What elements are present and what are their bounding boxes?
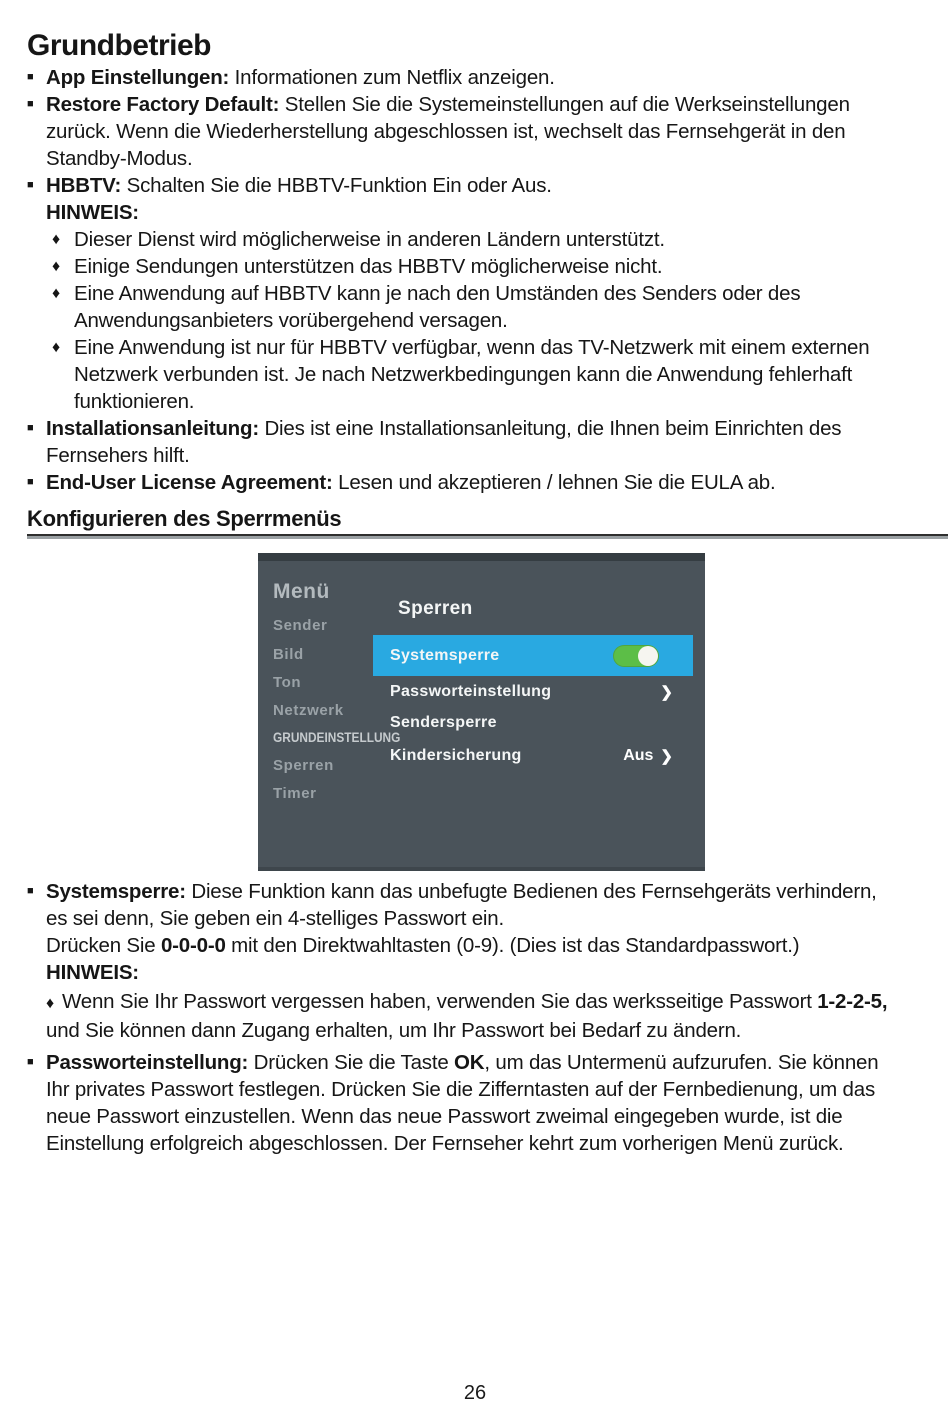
bullet-item-passworteinstellung [27, 1049, 903, 1157]
systemsperre-description [46, 878, 903, 932]
tv-sidebar-item-ton: Ton [273, 674, 302, 691]
bullet-paragraph [46, 469, 903, 496]
bullet-item-systemsperre [27, 878, 903, 1044]
note-text: Eine Anwendung auf HBBTV kann je nach den Umständen des Senders oder des Anwendungsanbieters vorübergehend versagen. [74, 282, 801, 332]
row-value-text: Aus [623, 747, 654, 764]
note-item [52, 334, 903, 415]
bullet-label: HBBTV: [46, 174, 122, 197]
bullet-label: Installationsanleitung: [46, 417, 259, 440]
bullet-item-app-einstellungen [27, 64, 903, 91]
toggle-on-switch-icon [613, 645, 659, 667]
tv-row-systemsperre [373, 635, 693, 676]
tv-panel-title: Sperren [398, 598, 473, 619]
bullet-item-eula [27, 469, 903, 496]
bullet-item-installationsanleitung [27, 415, 903, 469]
text-run: , um das Untermenü aufzurufen. Sie können Ihr privates Passwort festlegen. Drücken Sie die Zifferntasten auf der Fernbedienung, um das neue Passwort einzustellen. Wenn das neue Passwort zweimal eingegeben wurde, ist die Einstellung erfolgreich abgeschlossen. Der Fernseher kehrt zum vorherigen Menü zurück. [46, 1051, 879, 1155]
note-item [52, 226, 903, 253]
bullet-item-hbbtv [27, 172, 903, 199]
diamond-bullet-icon: ♦ [52, 285, 60, 302]
tv-sidebar-item-sender: Sender [273, 617, 328, 634]
bullet-paragraph [46, 878, 903, 1044]
bullet-label: Restore Factory Default: [46, 93, 280, 116]
bullet-label: Systemsperre: [46, 880, 186, 903]
default-password-line [46, 932, 903, 959]
chevron-right-icon: ❯ [660, 684, 673, 701]
square-bullet-icon: ■ [27, 1056, 34, 1068]
square-bullet-icon: ■ [27, 422, 34, 434]
tv-row-value [623, 747, 673, 765]
square-bullet-icon: ■ [27, 476, 34, 488]
note-item [46, 988, 903, 1044]
tv-row-label: Passworteinstellung [390, 683, 552, 700]
tv-sidebar-item-bild: Bild [273, 646, 304, 663]
tv-row-label: Systemsperre [390, 646, 500, 664]
master-password-value: 1-2-2-5, [817, 990, 888, 1013]
text-run: Drücken Sie [46, 934, 161, 957]
tv-sidebar-item-grundeinstellung: GRUNDEINSTELLUNG [273, 730, 401, 745]
diamond-bullet-icon: ♦ [52, 231, 60, 248]
bullet-paragraph [46, 64, 903, 91]
tv-screen-bottom-edge [258, 867, 705, 871]
text-run: Wenn Sie Ihr Passwort vergessen haben, verwenden Sie das werksseitige Passwort [61, 990, 818, 1013]
note-text: Eine Anwendung ist nur für HBBTV verfügbar, wenn das TV-Netzwerk mit einem externen Netzwerk verbunden ist. Je nach Netzwerkbedingungen kann die Anwendung fehlerhaft funktionieren. [74, 336, 870, 413]
text-run: und Sie können dann Zugang erhalten, um Ihr Passwort bei Bedarf zu ändern. [46, 1019, 742, 1042]
page-number: 26 [463, 1382, 487, 1404]
note-item [52, 253, 903, 280]
section-heading-block [27, 505, 948, 539]
text-run: mit den Direktwahltasten (0-9). (Dies ist das Standardpasswort.) [225, 934, 800, 957]
upper-text-block [27, 64, 903, 496]
default-password-value: 0-0-0-0 [160, 934, 226, 957]
bullet-item-restore-factory-default [27, 91, 903, 172]
square-bullet-icon: ■ [27, 885, 34, 897]
tv-sidebar-item-sperren: Sperren [273, 757, 334, 774]
tv-sidebar-item-timer: Timer [273, 785, 317, 802]
heading-rule [27, 534, 948, 539]
bullet-paragraph [46, 1049, 903, 1157]
diamond-bullet-icon: ♦ [52, 258, 60, 275]
bullet-text: Schalten Sie die HBBTV-Funktion Ein oder Aus. [121, 174, 552, 197]
square-bullet-icon: ■ [27, 71, 34, 83]
page-title: Grundbetrieb [27, 29, 212, 63]
hinweis-heading: HINWEIS: [46, 961, 139, 984]
ok-key-label: OK [454, 1051, 485, 1074]
note-text: Einige Sendungen unterstützen das HBBTV möglicherweise nicht. [74, 255, 663, 278]
toggle-knob [638, 646, 658, 666]
bullet-paragraph [46, 172, 903, 199]
note-text: Dieser Dienst wird möglicherweise in anderen Ländern unterstützt. [74, 228, 665, 251]
bullet-label: End-User License Agreement: [46, 471, 333, 494]
bullet-label: App Einstellungen: [46, 66, 230, 89]
tv-row-label: Sendersperre [390, 714, 497, 731]
tv-menu-screenshot [258, 553, 705, 871]
tv-row-passworteinstellung [373, 677, 693, 707]
tv-row-sendersperre [373, 708, 693, 738]
bullet-label: Passworteinstellung: [46, 1051, 249, 1074]
bullet-text: Dies ist eine Installationsanleitung, die Ihnen beim Einrichten des Fernsehers hilft. [46, 417, 842, 467]
diamond-bullet-icon: ♦ [46, 995, 54, 1012]
bullet-paragraph [46, 415, 903, 469]
bullet-text: Informationen zum Netflix anzeigen. [229, 66, 555, 89]
tv-screen-top-edge [258, 553, 705, 561]
note-item [52, 280, 903, 334]
bullet-text: Lesen und akzeptieren / lehnen Sie die EULA ab. [332, 471, 776, 494]
diamond-bullet-icon: ♦ [52, 339, 60, 356]
hinweis-heading: HINWEIS: [46, 201, 139, 224]
tv-row-label: Kindersicherung [390, 747, 522, 764]
tv-sidebar-item-netzwerk: Netzwerk [273, 702, 344, 719]
lower-text-block [27, 878, 903, 1157]
chevron-right-icon: ❯ [660, 748, 673, 765]
bullet-text: Diese Funktion kann das unbefugte Bedienen des Fernsehgeräts verhindern, es sei denn, Sie geben ein 4-stelliges Passwort ein. [46, 880, 877, 930]
tv-menu-title: Menü [273, 580, 330, 603]
square-bullet-icon: ■ [27, 179, 34, 191]
square-bullet-icon: ■ [27, 98, 34, 110]
section-heading: Konfigurieren des Sperrmenüs [27, 506, 342, 531]
bullet-text: Stellen Sie die Systemeinstellungen auf die Werkseinstellungen zurück. Wenn die Wiederherstellung abgeschlossen ist, wechselt das Fernsehgerät in den Standby-Modus. [46, 93, 850, 170]
text-run: Drücken Sie die Taste [248, 1051, 455, 1074]
tv-row-kindersicherung [373, 741, 693, 771]
bullet-paragraph [46, 91, 903, 172]
